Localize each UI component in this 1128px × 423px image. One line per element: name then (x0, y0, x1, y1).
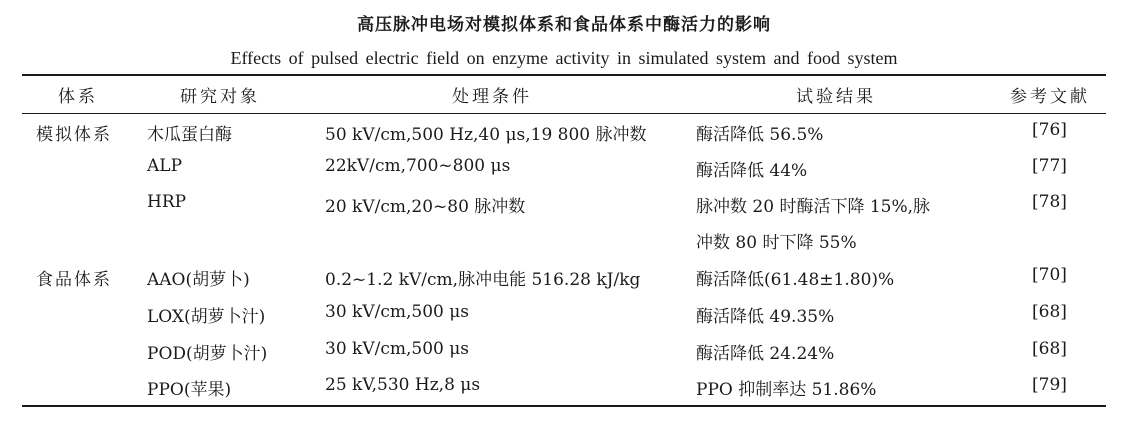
cell-result: 脉冲数 20 时酶活下降 15%,脉 (696, 197, 931, 217)
cell-reference: [77] (1032, 156, 1067, 176)
header-condition: 处理条件 (452, 87, 532, 107)
cell-result: 酶活降低(61.48±1.80)% (696, 270, 895, 290)
cell-object: LOX(胡萝卜汁) (147, 307, 266, 327)
cell-reference: [79] (1032, 375, 1067, 395)
cell-result: 酶活降低 49.35% (696, 307, 835, 327)
header-system: 体系 (58, 87, 98, 107)
cell-reference: [68] (1032, 339, 1067, 359)
cell-reference: [78] (1032, 192, 1067, 212)
cell-object: HRP (147, 192, 187, 212)
cell-system: 食品体系 (36, 270, 112, 290)
cell-reference: [70] (1032, 265, 1067, 285)
cell-result-line2: 冲数 80 时下降 55% (696, 233, 857, 253)
table-title-english: Effects of pulsed electric field on enzyme activity in simulated system and food system (230, 48, 898, 68)
header-object: 研究对象 (180, 87, 260, 107)
table-header-rule (22, 113, 1106, 114)
cell-object: POD(胡萝卜汁) (147, 344, 268, 364)
cell-object: ALP (147, 156, 183, 176)
header-result: 试验结果 (796, 87, 876, 107)
cell-result: 酶活降低 44% (696, 161, 808, 181)
cell-condition: 50 kV/cm,500 Hz,40 μs,19 800 脉冲数 (325, 125, 647, 145)
cell-result: PPO 抑制率达 51.86% (696, 380, 877, 400)
table-top-rule (22, 74, 1106, 76)
cell-object: PPO(苹果) (147, 380, 232, 400)
cell-result: 酶活降低 56.5% (696, 125, 824, 145)
cell-object: AAO(胡萝卜) (147, 270, 250, 290)
cell-condition: 25 kV,530 Hz,8 μs (325, 375, 481, 395)
cell-reference: [76] (1032, 120, 1067, 140)
cell-reference: [68] (1032, 302, 1067, 322)
cell-system: 模拟体系 (36, 125, 112, 145)
cell-condition: 20 kV/cm,20~80 脉冲数 (325, 197, 526, 217)
header-reference: 参考文献 (1010, 87, 1090, 107)
cell-condition: 30 kV/cm,500 μs (325, 302, 470, 322)
table-title-chinese: 高压脉冲电场对模拟体系和食品体系中酶活力的影响 (357, 15, 771, 35)
cell-object: 木瓜蛋白酶 (147, 125, 232, 145)
cell-result: 酶活降低 24.24% (696, 344, 835, 364)
cell-condition: 30 kV/cm,500 μs (325, 339, 470, 359)
cell-condition: 0.2~1.2 kV/cm,脉冲电能 516.28 kJ/kg (325, 270, 641, 290)
cell-condition: 22kV/cm,700~800 μs (325, 156, 511, 176)
table-bottom-rule (22, 405, 1106, 407)
